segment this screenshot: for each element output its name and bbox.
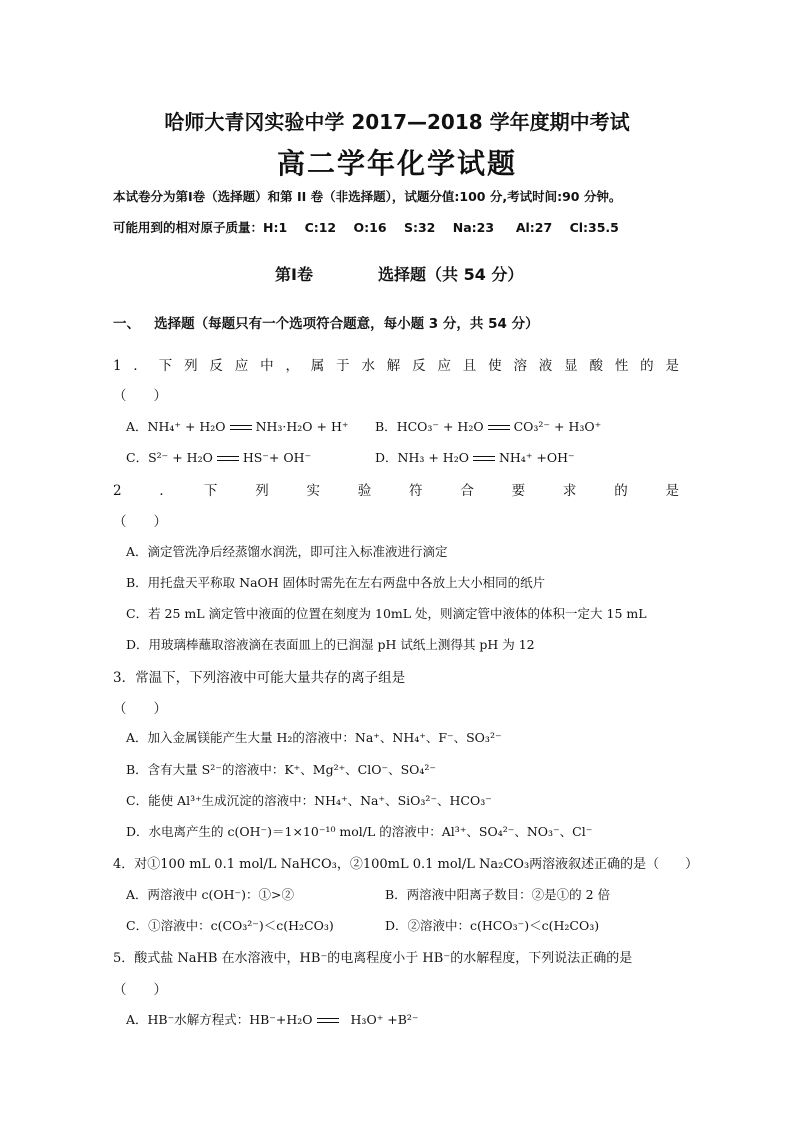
q3-option-a: A．加入金属镁能产生大量 H₂的溶液中：Na⁺、NH₄⁺、F⁻、SO₃²⁻ bbox=[126, 730, 502, 745]
q4-option-d: D．②溶液中：c(HCO₃⁻)＜c(H₂CO₃) bbox=[385, 918, 600, 933]
part1-heading-a: 第Ⅰ卷 bbox=[275, 265, 313, 284]
equilibrium-arrow-icon bbox=[473, 455, 495, 463]
q5-stem: 5．酸式盐 NaHB 在水溶液中，HB⁻的电离程度小于 HB⁻的水解程度，下列说法正确的是 bbox=[113, 951, 633, 966]
q1-b-right: CO₃²⁻ + H₃O⁺ bbox=[513, 419, 602, 434]
q1-d-left: NH₃ + H₂O bbox=[397, 450, 469, 465]
q4-option-c: C．①溶液中：c(CO₃²⁻)＜c(H₂CO₃) bbox=[126, 918, 334, 933]
atomic-masses: 可能用到的相对原子质量：H:1 C:12 O:16 S:32 Na:23 Al:27 Cl:35.5 bbox=[113, 220, 619, 235]
part1-heading-b: 选择题（共 54 分） bbox=[378, 265, 524, 284]
equilibrium-arrow-icon bbox=[317, 1017, 347, 1025]
equilibrium-arrow-icon bbox=[488, 424, 510, 432]
q5-a-text: A．HB⁻水解方程式：HB⁻+H₂O bbox=[126, 1012, 313, 1027]
q1-a-right: NH₃·H₂O + H⁺ bbox=[255, 419, 349, 434]
q1-paren: （ ） bbox=[113, 388, 167, 404]
q3-option-c: C．能使 Al³⁺生成沉淀的溶液中：NH₄⁺、Na⁺、SiO₃²⁻、HCO₃⁻ bbox=[126, 793, 492, 808]
q1-option-c bbox=[126, 448, 311, 466]
exam-intro: 本试卷分为第Ⅰ卷（选择题）和第 II 卷（非选择题），试题分值:100 分,考试时间:90 分钟。 bbox=[113, 189, 622, 204]
q3-option-d: D．水电离产生的 c(OH⁻)＝1×10⁻¹⁰ mol/L 的溶液中：Al³⁺、SO₄²⁻、NO₃⁻、Cl⁻ bbox=[126, 824, 593, 839]
q1-b-label: B． bbox=[375, 419, 397, 434]
exam-title: 高二学年化学试题 bbox=[276, 147, 517, 180]
q1-c-right: HS⁻+ OH⁻ bbox=[242, 450, 312, 465]
q1-option-b bbox=[375, 417, 601, 435]
equilibrium-arrow-icon bbox=[230, 424, 252, 432]
equilibrium-arrow-icon bbox=[217, 455, 239, 463]
q1-d-label: D． bbox=[375, 450, 398, 465]
section-heading: 一、 选择题（每题只有一个选项符合题意，每小题 3 分，共 54 分） bbox=[113, 316, 539, 332]
q1-d-right: NH₄⁺ +OH⁻ bbox=[498, 450, 575, 465]
q5-option-a bbox=[126, 1010, 419, 1028]
q4-option-a: A．两溶液中 c(OH⁻)：①>② bbox=[126, 887, 294, 902]
q2-option-d: D．用玻璃棒蘸取溶液滴在表面皿上的已润湿 pH 试纸上测得其 pH 为 12 bbox=[126, 637, 535, 652]
q2-option-c: C．若 25 mL 滴定管中液面的位置在刻度为 10mL 处，则滴定管中液体的体积一定大 15 mL bbox=[126, 606, 647, 621]
q1-a-left: NH₄⁺ + H₂O bbox=[147, 419, 226, 434]
q3-stem: 3．常温下，下列溶液中可能大量共存的离子组是 bbox=[113, 670, 406, 686]
q2-option-b: B．用托盘天平称取 NaOH 固体时需先在左右两盘中各放上大小相同的纸片 bbox=[126, 575, 546, 590]
q1-option-a bbox=[126, 417, 348, 435]
q1-c-label: C． bbox=[126, 450, 149, 465]
q4-option-b: B．两溶液中阳离子数目：②是①的 2 倍 bbox=[385, 887, 611, 902]
q2-paren: （ ） bbox=[113, 514, 167, 530]
q5-a-right: H₃O⁺ +B²⁻ bbox=[350, 1012, 419, 1027]
school-title: 哈师大青冈实验中学 2017—2018 学年度期中考试 bbox=[164, 110, 630, 134]
q1-option-d bbox=[375, 448, 575, 466]
q4-stem: 4．对①100 mL 0.1 mol/L NaHCO₃，②100mL 0.1 mol/L Na₂CO₃两溶液叙述正确的是（ ） bbox=[113, 857, 699, 872]
q1-b-left: HCO₃⁻ + H₂O bbox=[396, 419, 484, 434]
q3-paren: （ ） bbox=[113, 701, 167, 717]
q2-option-a: A．滴定管洗净后经蒸馏水润洗，即可注入标准液进行滴定 bbox=[126, 544, 448, 559]
q2-stem: 2 ． 下 列 实 验 符 合 要 求 的 是 bbox=[113, 483, 679, 499]
q3-option-b: B．含有大量 S²⁻的溶液中：K⁺、Mg²⁺、ClO⁻、SO₄²⁻ bbox=[126, 762, 437, 777]
q1-stem: 1．下列反应中，属于水解反应且使溶液显酸性的是 bbox=[113, 358, 679, 374]
q1-c-left: S²⁻ + H₂O bbox=[148, 450, 213, 465]
q5-paren: （ ） bbox=[113, 982, 167, 998]
q1-a-label: A． bbox=[126, 419, 148, 434]
